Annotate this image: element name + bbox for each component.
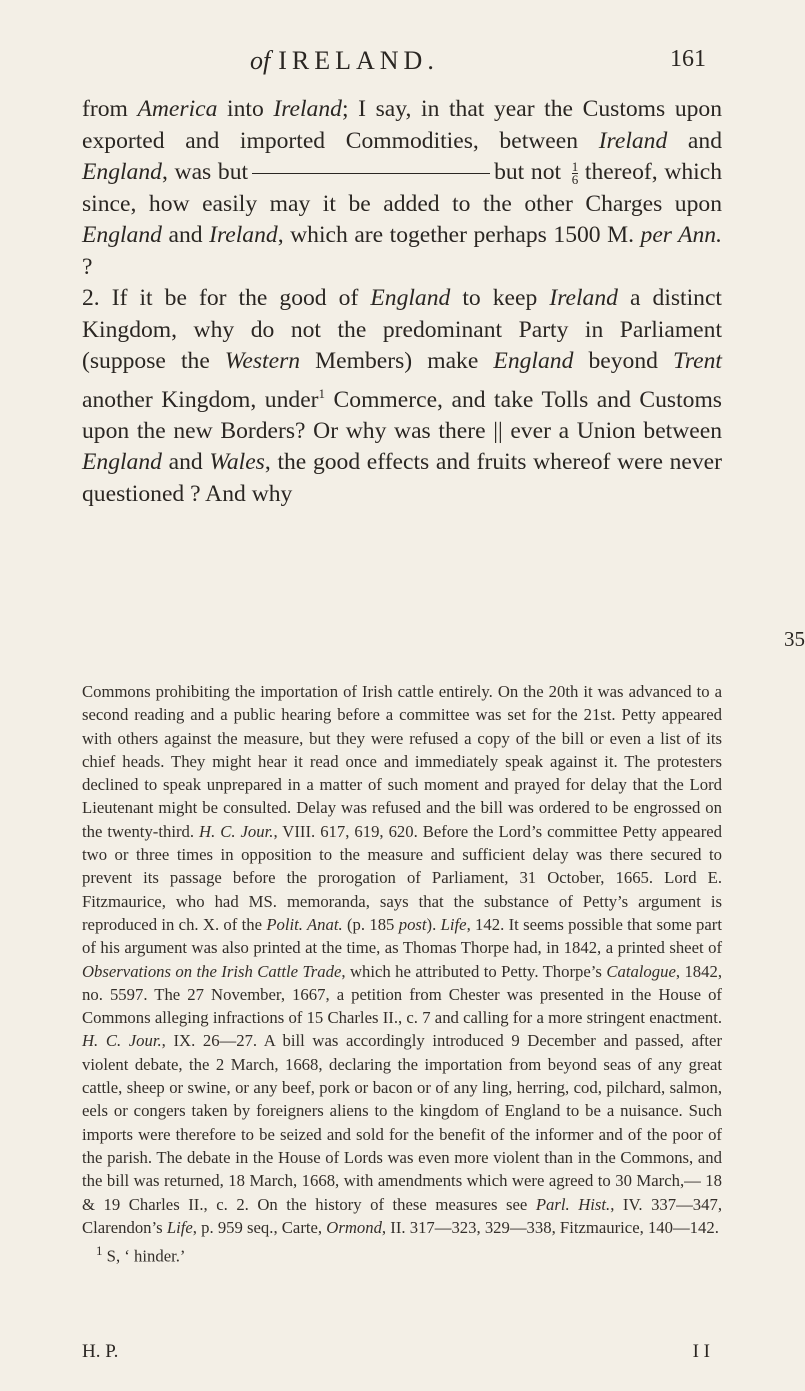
page-number: 161 bbox=[670, 46, 706, 72]
margin-line-number: 35 bbox=[784, 627, 805, 651]
paragraph-2: 2. If it be for the good of England to keep Ireland a distinct Kingdom, why do not the predominant Party in Parliament (suppose the Western Members) make England beyond Trent another Kingdom, under$^1$ Commerce, and take Tolls and Customs upon the new Borders? Or why was there || ever a Union between England and Wales, the good effects and fruits whereof were never questioned ? And why bbox=[82, 285, 722, 507]
footnote-ref: 1 bbox=[318, 385, 326, 401]
footnote-1: $^1$ S, ‘ hinder.’ bbox=[96, 1243, 186, 1266]
note-continuation: Commons prohibiting the importation of Irish cattle entirely. On the 20th it was advanced to a second reading and a public hearing before a committee was set for the 21st. Petty appeared with others against the measure, but they were refused a copy of the bill or even a list of its chief heads. They might hear it read once and immediately speak against it. The protesters declined to speak unprepared in a matter of such moment and prayed for delay that the Lord Lieutenant might be consulted. Delay was refused and the bill was ordered to be engrossed on the twenty-third. H. C. Jour., VIII. 617, 619, 620. Before the Lord’s committee Petty appeared two or three times in opposition to the measure and sufficient delay was there secured to prevent its passage before the prorogation of Parliament, 31 October, 1665. Lord E. Fitzmaurice, who had MS. memoranda, says that the substance of Petty’s argument is reproduced in ch. X. of the Polit. Anat. (p. 185 post). Life, 142. It seems possible that some part of his argument was also printed at the time, as Thomas Thorpe had, in 1842, a printed sheet of Observations on the Irish Cattle Trade, which he attributed to Petty. Thorpe’s Catalogue, 1842, no. 5597. The 27 November, 1667, a petition from Chester was presented in the House of Commons alleging infractions of 15 Charles II., c. 7 and calling for a more stringent enactment. H. C. Jour., IX. 26—27. A bill was accordingly introduced 9 December and passed, after violent debate, the 2 March, 1668, declaring the importation from beyond seas of any great cattle, sheep or swine, or any beef, pork or bacon or of any ling, herring, cod, pilchard, salmon, eels or congers taken by foreigners aliens to the kingdom of England to be a nuisance. Such imports were therefore to be seized and sold for the benefit of the informer and of the poor of the parish. The debate in the House of Lords was even more violent than in the Commons, and the bill was returned, 18 March, 1668, with amendments which were agreed to 30 March,— 18 & 19 Charles II., c. 2. On the history of these measures see Parl. Hist., IV. 337—347, Clarendon’s Life, p. 959 seq., Carte, Ormond, II. 317—323, 329—338, Fitzmaurice, 140—142. bbox=[82, 682, 723, 1237]
running-title: of IRELAND. bbox=[250, 46, 439, 75]
blank-rule bbox=[252, 173, 490, 174]
main-text bbox=[82, 94, 722, 510]
fraction: $\frac{1}{6}$ bbox=[571, 159, 579, 188]
footnotes bbox=[82, 680, 722, 1268]
running-head bbox=[0, 46, 800, 76]
paragraph-1: from America into Ireland; I say, in that year the Customs upon exported and imported Commodities, between Ireland and England, was but but not $\frac{1}{6}$ thereof, which since, how easily may it be added to the other Charges upon England and Ireland, which are together perhaps 1500 M. per Ann. ? bbox=[82, 96, 723, 280]
signature-mark-right: I I bbox=[692, 1341, 710, 1362]
signature-line bbox=[82, 1341, 722, 1365]
signature-mark-left: H. P. bbox=[82, 1341, 119, 1362]
